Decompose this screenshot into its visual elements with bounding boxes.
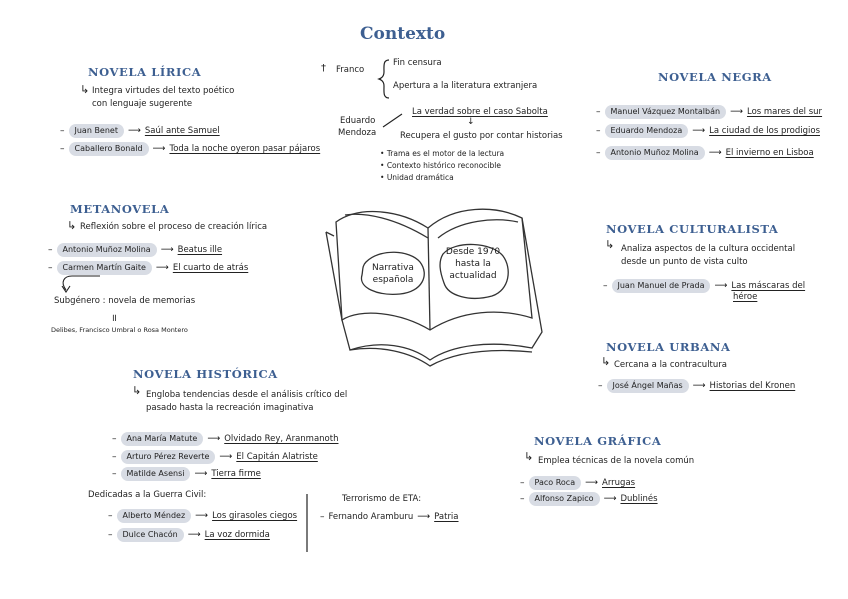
work-title: Dublinés [620, 494, 658, 504]
grafica-row: – Alfonso Zapico ⟶ Dublinés [520, 494, 658, 504]
cross-icon: † [321, 63, 326, 74]
lirica-desc-2: con lenguaje sugerente [92, 99, 193, 109]
lirica-row: – Juan Benet ⟶ Saúl ante Samuel [60, 126, 220, 136]
guerra-row: – Dulce Chacón ⟶ La voz dormida [108, 530, 270, 540]
hook-arrow-icon: ↳ [605, 238, 615, 251]
arrow-icon: ⟶ [152, 144, 166, 154]
grafica-row: – Paco Roca ⟶ Arrugas [520, 478, 636, 488]
book-label-right: Desde 1970 hasta la actualidad [445, 247, 501, 281]
author-pill: Matilde Asensi [121, 467, 191, 481]
author-pill: Carmen Martín Gaite [57, 261, 152, 275]
negra-row: – Manuel Vázquez Montalbán ⟶ Los mares del sur [596, 107, 823, 117]
book-label-left: Narrativa española [372, 263, 414, 285]
work-title: Saúl ante Samuel [144, 126, 220, 136]
historica-row: – Ana María Matute ⟶ Olvidado Rey, Aranmanoth [112, 434, 339, 444]
arrow-icon: ⟶ [417, 512, 431, 522]
open-book-icon [326, 209, 542, 366]
work-title: Tierra firme [211, 469, 261, 479]
guerra-row: – Alberto Méndez ⟶ Los girasoles ciegos [108, 511, 298, 521]
work-title-continued: héroe [733, 292, 758, 302]
equals-icon: ॥ [111, 313, 117, 324]
hook-arrow-icon: ↳ [67, 219, 77, 232]
section-title-lirica: NOVELA LÍRICA [88, 65, 202, 79]
urbana-row: – José Ángel Mañas ⟶ Historias del Kronen [598, 381, 796, 391]
arrow-icon: ⟶ [714, 281, 728, 291]
arrow-icon: ⟶ [692, 126, 706, 136]
author-pill: Juan Benet [69, 124, 124, 138]
author-pill: Dulce Chacón [117, 528, 184, 542]
culturalista-desc-2: desde un punto de vista culto [621, 257, 748, 267]
work-title: La voz dormida [204, 530, 270, 540]
work-title: Beatus ille [177, 245, 223, 255]
arrow-icon: ⟶ [187, 530, 201, 540]
work-title: Las máscaras del [731, 281, 806, 291]
lirica-row: – Caballero Bonald ⟶ Toda la noche oyeron pasar pájaros [60, 144, 321, 154]
eta-label: Terrorismo de ETA: [342, 494, 422, 504]
eta-row: – Fernando Aramburu ⟶ Patria [320, 512, 459, 522]
negra-row: – Antonio Muñoz Molina ⟶ El invierno en Lisboa [596, 148, 814, 158]
mendoza-work: La verdad sobre el caso Sabolta [412, 107, 548, 117]
hook-arrow-icon: ↳ [601, 355, 611, 368]
hook-arrow-icon: ↳ [524, 450, 534, 463]
work-title: Toda la noche oyeron pasar pájaros [169, 144, 321, 154]
bullet-item: • Contexto histórico reconocible [380, 161, 501, 170]
author-pill: José Ángel Mañas [607, 379, 689, 393]
arrow-icon: ⟶ [194, 469, 208, 479]
metanovela-row: – Antonio Muñoz Molina ⟶ Beatus ille [48, 245, 223, 255]
author-pill: Paco Roca [529, 476, 582, 490]
arrow-icon: ⟶ [692, 381, 706, 391]
metanovela-row: – Carmen Martín Gaite ⟶ El cuarto de atrás [48, 263, 249, 273]
author-pill: Alberto Méndez [117, 509, 192, 523]
subgenre-authors: Delibes, Francisco Umbral o Rosa Montero [51, 326, 188, 334]
franco-brace [379, 60, 389, 98]
grafica-desc: Emplea técnicas de la novela común [538, 456, 695, 466]
mendoza-connector [383, 114, 402, 127]
work-title: Los girasoles ciegos [212, 511, 298, 521]
section-title-metanovela: METANOVELA [70, 202, 170, 216]
culturalista-desc-1: Analiza aspectos de la cultura occidental [621, 244, 796, 254]
hook-arrow-icon: ↳ [132, 384, 142, 397]
work-title: El Capitán Alatriste [236, 452, 318, 462]
down-arrow-icon: ↓ [467, 117, 475, 127]
historica-desc-1: Engloba tendencias desde el análisis crítico del [146, 390, 348, 400]
arrow-icon: ⟶ [127, 126, 141, 136]
section-title-culturalista: NOVELA CULTURALISTA [606, 222, 779, 236]
work-title: El invierno en Lisboa [725, 148, 814, 158]
culturalista-row: – Juan Manuel de Prada ⟶ Las máscaras del [603, 281, 806, 291]
work-title: Arrugas [602, 478, 636, 488]
historica-desc-2: pasado hasta la recreación imaginativa [146, 403, 314, 413]
historica-row: – Matilde Asensi ⟶ Tierra firme [112, 469, 261, 479]
work-title: La ciudad de los prodigios [709, 126, 820, 136]
arrow-icon: ⟶ [730, 107, 743, 117]
author-pill: Caballero Bonald [69, 142, 149, 156]
mendoza-label-1: Eduardo [340, 116, 376, 126]
lirica-desc-1: Integra virtudes del texto poético [92, 86, 235, 96]
author-pill: Antonio Muñoz Molina [605, 146, 705, 160]
franco-item: Fin censura [393, 58, 442, 68]
section-title-urbana: NOVELA URBANA [606, 340, 731, 354]
arrow-icon: ⟶ [708, 148, 722, 158]
metanovela-desc: Reflexión sobre el proceso de creación lírica [80, 222, 268, 232]
section-title-negra: NOVELA NEGRA [658, 70, 772, 84]
hook-arrow-icon: ↳ [80, 83, 90, 96]
franco-label: Franco [336, 65, 365, 75]
page-title: Contexto [360, 24, 446, 44]
author-pill: Juan Manuel de Prada [612, 279, 711, 293]
author-pill: Alfonso Zapico [529, 492, 600, 506]
section-title-grafica: NOVELA GRÁFICA [534, 434, 662, 448]
urbana-desc: Cercana a la contracultura [614, 360, 727, 370]
arrow-icon: ⟶ [195, 511, 209, 521]
author-pill: Antonio Muñoz Molina [57, 243, 157, 257]
arrow-icon: ⟶ [585, 478, 599, 488]
author-pill: Arturo Pérez Reverte [121, 450, 216, 464]
mendoza-result: Recupera el gusto por contar historias [400, 131, 563, 141]
negra-row: – Eduardo Mendoza ⟶ La ciudad de los prodigios [596, 126, 820, 136]
work-title: Olvidado Rey, Aranmanoth [224, 434, 339, 444]
work-title: Patria [434, 512, 459, 522]
historica-row: – Arturo Pérez Reverte ⟶ El Capitán Alatriste [112, 452, 318, 462]
arrow-icon: ⟶ [219, 452, 233, 462]
author-pill: Eduardo Mendoza [605, 124, 689, 138]
author-pill: Manuel Vázquez Montalbán [605, 105, 727, 119]
franco-item: Apertura a la literatura extranjera [393, 81, 538, 91]
arrow-icon: ⟶ [603, 494, 617, 504]
work-title: Los mares del sur [746, 107, 823, 117]
arrow-icon: ⟶ [207, 434, 221, 444]
bullet-item: • Trama es el motor de la lectura [380, 149, 505, 158]
section-title-historica: NOVELA HISTÓRICA [133, 367, 278, 381]
guerra-label: Dedicadas a la Guerra Civil: [88, 490, 207, 500]
work-title: Historias del Kronen [709, 381, 796, 391]
work-title: El cuarto de atrás [172, 263, 249, 273]
arrow-icon: ⟶ [160, 245, 174, 255]
mendoza-label-2: Mendoza [338, 128, 377, 138]
bullet-item: • Unidad dramática [380, 173, 454, 182]
subgenre-label: Subgénero : novela de memorias [54, 296, 196, 306]
arrow-icon: ⟶ [155, 263, 169, 273]
author-name: Fernando Aramburu [328, 512, 414, 522]
author-pill: Ana María Matute [121, 432, 204, 446]
